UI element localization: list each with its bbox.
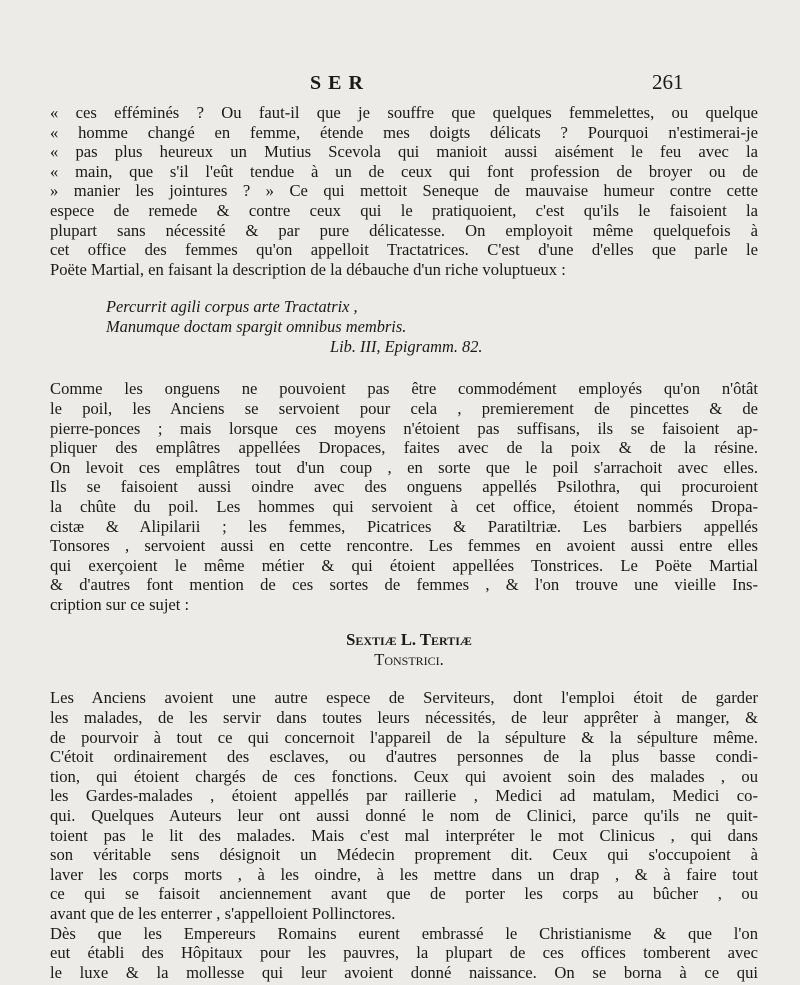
text-line: C'étoit ordinairement des esclaves, ou d'autres personnes de la plus basse condi- xyxy=(50,747,758,767)
page-number: 261 xyxy=(652,70,684,94)
text-line: « pas plus heureux un Mutius Scevola qui manioit aussi aisément le feu avec la xyxy=(50,142,758,162)
text-line: Poëte Martial, en faisant la description de la débauche d'un riche voluptueux : xyxy=(50,259,566,279)
text-line: & d'autres font mention de ces sortes de femmes , & l'on trouve une vieille Ins- xyxy=(50,575,758,595)
text-line: laver les corps morts , à les oindre, à les mettre dans un drap , & à faire tout xyxy=(50,864,758,884)
text-line: ce qui se faisoit anciennement avant que de porter les corps au bûcher , ou xyxy=(50,884,758,904)
text-line: Comme les onguens ne pouvoient pas être commodément employés qu'on n'ôtât xyxy=(50,379,758,399)
inscription-line-1: Sextiæ L. Tertiæ xyxy=(346,630,472,650)
text-line: cet office des femmes qu'on appelloit Tractatrices. C'est d'une d'elles que parle le xyxy=(50,240,758,260)
text-line: le poil, les Anciens se servoient pour cela , premierement de pincettes & de xyxy=(50,398,758,418)
text-line: « main, que s'il l'eût tendue à un de ceux qui font profession de broyer ou de xyxy=(50,161,758,181)
quote-line: Percurrit agili corpus arte Tractatrix , xyxy=(106,297,358,317)
text-line: cription sur ce sujet : xyxy=(50,594,190,614)
running-title: SER xyxy=(310,72,370,94)
text-line: eut établi des Hôpitaux pour les pauvres, la plupart de ces offices tomberent avec xyxy=(50,943,758,963)
text-line: plupart sans nécessité & par pure délicatesse. On employoit même quelquefois à xyxy=(50,220,758,240)
body-text xyxy=(50,103,758,982)
text-line: la chûte du poil. Les hommes qui servoient à cet office, étoient nommés Dropa- xyxy=(50,496,758,516)
inscription-line-2: Tonstrici. xyxy=(374,650,444,670)
text-line: « homme changé en femme, étende mes doigts délicats ? Pourquoi n'estimerai-je xyxy=(50,122,758,142)
text-line: Ils se faisoient aussi oindre avec des onguens appellés Psilothra, qui procuroient xyxy=(50,477,758,497)
page-header xyxy=(0,70,800,98)
text-line: qui. Quelques Auteurs leur ont aussi donné le nom de Clinici, parce qu'ils ne quit- xyxy=(50,806,758,826)
paragraph-servants xyxy=(50,688,758,923)
text-line: le luxe & la mollesse qui leur avoient donné naissance. On se borna à ce qui xyxy=(50,962,758,982)
text-line: de pourvoir à tout ce qui concernoit l'appareil de la sépulture & la sépulture même. xyxy=(50,727,758,747)
text-line: Tonsores , servoient aussi en cette rencontre. Les femmes en avoient aussi entre elles xyxy=(50,536,758,556)
text-line: son véritable sens désignoit un Médecin proprement dit. Ceux qui s'occupoient à xyxy=(50,845,758,865)
paragraph-depilation xyxy=(50,379,758,614)
text-line: espece de remede & contre ceux qui le pratiquoient, c'est qu'ils le faisoient la xyxy=(50,200,758,220)
text-line: qui exerçoient le même métier & qui étoient appellées Tonstrices. Le Poëte Martial xyxy=(50,555,758,575)
quote-line: Manumque doctam spargit omnibus membris. xyxy=(106,317,407,337)
text-line: toient pas le lit des malades. Mais c'est mal interpréter le mot Clinicus , qui dans xyxy=(50,825,758,845)
text-line: les Gardes-malades , étoient appellés par raillerie , Medici ad matulam, Medici co- xyxy=(50,786,758,806)
paragraph-seneca xyxy=(50,103,758,279)
text-line: les malades, de les servir dans toutes leurs nécessités, de leur apprêter à manger, & xyxy=(50,708,758,728)
text-line: » manier les jointures ? » Ce qui mettoit Seneque de mauvaise humeur contre cette xyxy=(50,181,758,201)
text-line: Les Anciens avoient une autre espece de Serviteurs, dont l'emploi étoit de garder xyxy=(50,688,758,708)
paragraph-hospitals xyxy=(50,924,758,983)
text-line: pierre-ponces ; mais lorsque ces moyens n'étoient pas suffisans, ils se faisoient ap- xyxy=(50,418,758,438)
text-line: avant que de les enterrer , s'appelloient Pollinctores. xyxy=(50,904,396,923)
text-line: pliquer des emplâtres appellées Dropaces, faites avec de la poix & de la résine. xyxy=(50,438,758,458)
martial-quotation xyxy=(50,297,758,357)
text-line: « ces efféminés ? Ou faut-il que je souffre que quelques femmelettes, ou quelque xyxy=(50,103,758,122)
text-line: tion, qui étoient chargés de ces fonctions. Ceux qui avoient soin des malades , ou xyxy=(50,766,758,786)
quote-reference: Lib. III, Epigramm. 82. xyxy=(330,337,483,357)
text-line: On levoit ces emplâtres tout d'un coup , en sorte que le poil s'arrachoit avec elles. xyxy=(50,457,758,477)
text-line: Dès que les Empereurs Romains eurent embrassé le Christianisme & que l'on xyxy=(50,923,758,943)
text-line: cistæ & Alipilarii ; les femmes, Picatrices & Paratiltriæ. Les barbiers appellés xyxy=(50,516,758,536)
